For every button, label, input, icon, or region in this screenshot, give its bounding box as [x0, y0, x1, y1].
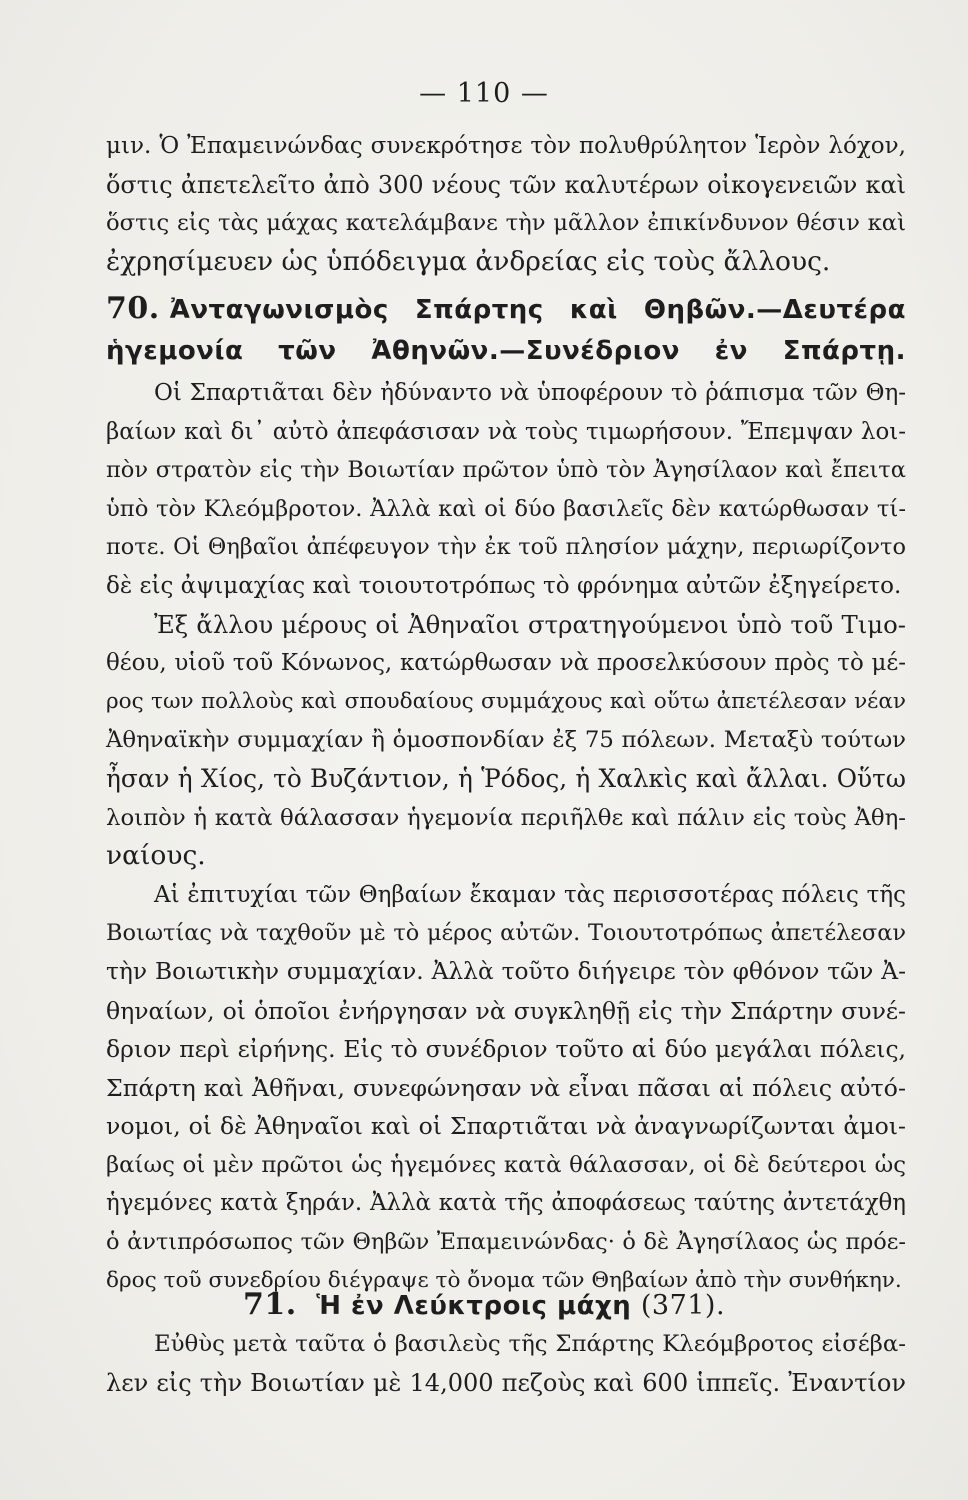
- text-line: ὅστις ἀπετελεῖτο ἀπὸ 300 νέους τῶν καλυτέρων οἰκογενειῶν καὶ: [106, 170, 906, 199]
- text-line: πὸν στρατὸν εἰς τὴν Βοιωτίαν πρῶτον ὑπὸ τὸν Ἀγησίλαον καὶ ἔπειτα: [106, 457, 906, 484]
- text-line: θέου, υἱοῦ τοῦ Κόνωνος, κατώρθωσαν νὰ προσελκύσουν πρὸς τὸ μέ-: [106, 650, 906, 677]
- text-line: Εὐθὺς μετὰ ταῦτα ὁ βασιλεὺς τῆς Σπάρτης Κλεόμβροτος εἰσέβα-: [154, 1331, 906, 1357]
- section-title: Ἡ ἐν Λεύκτροις μάχη: [316, 1291, 632, 1321]
- page-number: — 110 —: [419, 78, 549, 109]
- text-line: ἦσαν ἡ Χίος, τὸ Βυζάντιον, ἡ Ῥόδος, ἡ Χαλκὶς καὶ ἄλλαι. Οὕτω: [106, 763, 906, 793]
- text-line: μιν. Ὁ Ἐπαμεινώνδας συνεκρότησε τὸν πολυθρύλητον Ἱερὸν λόχον,: [106, 133, 906, 159]
- text-line: δὲ εἰς ἀψιμαχίας καὶ τοιουτοτρόπως τὸ φρόνημα αὐτῶν ἐξηγείρετο.: [106, 572, 902, 599]
- paragraph-hieros-lochos: [106, 127, 906, 281]
- text-line: νομοι, οἱ δὲ Ἀθηναῖοι καὶ οἱ Σπαρτιᾶται νὰ ἀναγνωρίζωνται ἀμοι-: [106, 1112, 906, 1141]
- section-number: 70.: [106, 291, 160, 326]
- text-line: Οἱ Σπαρτιᾶται δὲν ἠδύναντο νὰ ὑποφέρουν τὸ ῥάπισμα τῶν Θη-: [154, 380, 906, 406]
- text-line: τὴν Βοιωτικὴν συμμαχίαν. Ἀλλὰ τοῦτο διήγειρε τὸν φθόνον τῶν Ἀ-: [106, 957, 906, 985]
- text-line: δρος τοῦ συνεδρίου διέγραψε τὸ ὄνομα τῶν Θηβαίων ἀπὸ τὴν συνθήκην.: [106, 1267, 902, 1293]
- section-71-body: [106, 1325, 906, 1402]
- text-line: δριον περὶ εἰρήνης. Εἰς τὸ συνέδριον τοῦτο αἱ δύο μεγάλαι πόλεις,: [106, 1035, 906, 1064]
- section-heading-line: ἡγεμονία τῶν Ἀθηνῶν.—Συνέδριον ἐν Σπάρτῃ.: [106, 336, 906, 366]
- section-year: (371).: [640, 1290, 726, 1321]
- text-line: ὅστις εἰς τὰς μάχας κατελάμβανε τὴν μᾶλλον ἐπικίνδυνον θέσιν καὶ: [106, 210, 906, 237]
- text-line: ἡγεμόνες κατὰ ξηράν. Ἀλλὰ κατὰ τῆς ἀποφάσεως ταύτης ἀντετάχθη: [106, 1190, 906, 1217]
- text-line: Ἐξ ἄλλου μέρους οἱ Ἀθηναῖοι στρατηγούμενοι ὑπὸ τοῦ Τιμο-: [154, 609, 906, 639]
- text-line: ναίους.: [106, 840, 206, 872]
- text-line: ὁ ἀντιπρόσωπος τῶν Θηβῶν Ἐπαμεινώνδας· ὁ δὲ Ἀγησίλαος ὡς πρόε-: [106, 1229, 906, 1256]
- text-line: Σπάρτη καὶ Ἀθῆναι, συνεφώνησαν νὰ εἶναι πᾶσαι αἱ πόλεις αὐτό-: [106, 1073, 906, 1102]
- text-line: ὑπὸ τὸν Κλεόμβροτον. Ἀλλὰ καὶ οἱ δύο βασιλεῖς δὲν κατώρθωσαν τί-: [106, 495, 906, 522]
- section-70-body: [106, 374, 906, 1300]
- text-line: Αἱ ἐπιτυχίαι τῶν Θηβαίων ἔκαμαν τὰς περισσοτέρας πόλεις τῆς: [154, 881, 906, 908]
- text-line: βαίων καὶ δι᾽ αὐτὸ ἀπεφάσισαν νὰ τοὺς τιμωρήσουν. Ἔπεμψαν λοι-: [106, 418, 906, 445]
- text-line: ρος των πολλοὺς καὶ σπουδαίους συμμάχους καὶ οὕτω ἀπετέλεσαν νέαν: [106, 688, 906, 714]
- text-line: θηναίων, οἱ ὁποῖοι ἐνήργησαν νὰ συγκληθῇ εἰς τὴν Σπάρτην συνέ-: [106, 996, 906, 1025]
- section-number: 71.: [242, 1287, 297, 1322]
- text-line: Ἀθηναϊκὴν συμμαχίαν ἢ ὁμοσπονδίαν ἐξ 75 πόλεων. Μεταξὺ τούτων: [106, 727, 906, 754]
- section-title-part: Ἀνταγωνισμὸς Σπάρτης καὶ Θηβῶν.—Δευτέρα: [169, 295, 906, 325]
- section-heading-line: [106, 288, 906, 330]
- section-71-heading: [0, 1284, 968, 1326]
- text-line: λοιπὸν ἡ κατὰ θάλασσαν ἡγεμονία περιῆλθε καὶ πάλιν εἰς τοὺς Ἀθη-: [106, 804, 906, 831]
- text-line: λεν εἰς τὴν Βοιωτίαν μὲ 14,000 πεζοὺς καὶ 600 ἱππεῖς. Ἐναντίον: [106, 1368, 906, 1397]
- section-70-heading: [106, 288, 906, 372]
- text-line: Βοιωτίας νὰ ταχθοῦν μὲ τὸ μέρος αὐτῶν. Τοιουτοτρόπως ἀπετέλεσαν: [106, 920, 906, 947]
- text-line: ἐχρησίμευεν ὡς ὑπόδειγμα ἀνδρείας εἰς τοὺς ἄλλους.: [106, 245, 831, 277]
- text-line: βαίως οἱ μὲν πρῶτοι ὡς ἡγεμόνες κατὰ θάλασσαν, οἱ δὲ δεύτεροι ὡς: [106, 1151, 906, 1178]
- text-line: ποτε. Οἱ Θηβαῖοι ἀπέφευγον τὴν ἐκ τοῦ πλησίον μάχην, περιωρίζοντο: [106, 534, 906, 561]
